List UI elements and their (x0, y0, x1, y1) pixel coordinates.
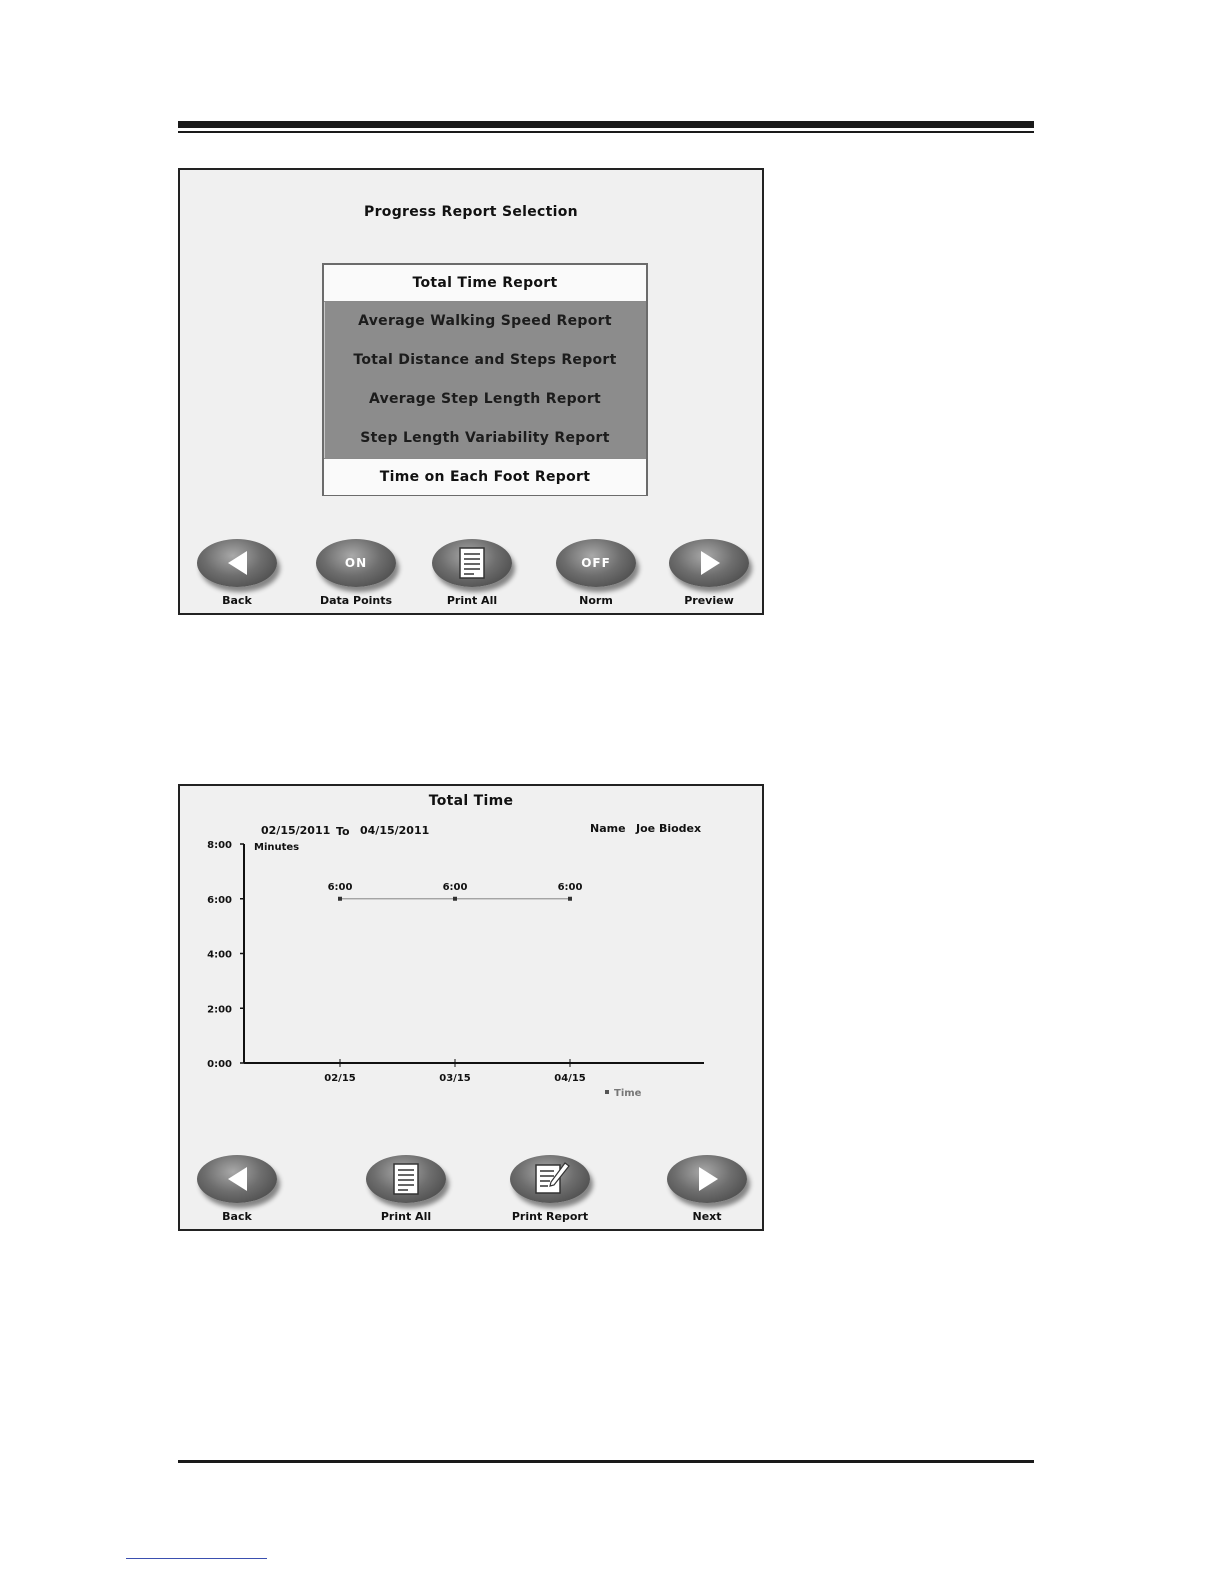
data-points-label: Data Points (319, 594, 393, 607)
back-button[interactable] (197, 539, 277, 587)
print-report-button-group (500, 1155, 600, 1223)
date-from: 02/15/2011 (261, 824, 331, 837)
norm-button-group (546, 539, 646, 607)
footer-link-underline (126, 1558, 267, 1559)
print-all-button-group (356, 1155, 456, 1223)
legend-marker (605, 1090, 609, 1094)
report-item-total-distance-steps[interactable]: Total Distance and Steps Report (353, 352, 617, 368)
name-value: Joe Biodex (636, 822, 702, 835)
y-axis-label: Minutes (254, 842, 300, 853)
norm-toggle[interactable] (556, 539, 636, 587)
data-point (338, 897, 342, 901)
x-tick-label: 04/15 (554, 1073, 586, 1084)
norm-label: Norm (579, 594, 613, 607)
date-to-label: To (336, 825, 350, 838)
y-tick-label: 4:00 (207, 949, 232, 961)
report-item-total-time[interactable]: Total Time Report (324, 265, 646, 302)
print-report-button[interactable] (510, 1155, 590, 1203)
x-tick-label: 03/15 (439, 1073, 471, 1084)
print-all-label: Print All (380, 1210, 432, 1223)
print-report-label: Print Report (511, 1210, 589, 1223)
print-all-label: Print All (446, 594, 498, 607)
page-title: Progress Report Selection (364, 204, 578, 220)
header-rule (178, 121, 1034, 128)
next-button-group (657, 1155, 757, 1223)
report-list (322, 263, 648, 496)
back-button-group (187, 539, 287, 607)
preview-button-group (659, 539, 759, 607)
data-points-button-group (306, 539, 406, 607)
report-item-step-length-variability[interactable]: Step Length Variability Report (360, 430, 610, 446)
footer-rule (178, 1460, 1034, 1463)
y-tick-label: 8:00 (207, 840, 232, 851)
progress-report-selection-screen (178, 168, 764, 615)
back-button-group (187, 1155, 287, 1223)
back-label: Back (222, 1210, 252, 1223)
data-points-toggle[interactable] (316, 539, 396, 587)
back-label: Back (222, 594, 252, 607)
legend-label: Time (614, 1088, 642, 1099)
print-all-button-group (422, 539, 522, 607)
arrow-right-icon (667, 1155, 747, 1203)
y-tick-label: 0:00 (207, 1059, 232, 1070)
data-point (453, 897, 457, 901)
report-item-average-walking-speed[interactable]: Average Walking Speed Report (358, 313, 612, 329)
total-time-report-screen (178, 784, 764, 1231)
data-label: 6:00 (442, 881, 468, 893)
norm-state: OFF (581, 556, 611, 570)
data-label: 6:00 (327, 881, 353, 893)
arrow-left-icon (197, 1155, 277, 1203)
document-icon (366, 1155, 446, 1203)
data-label: 6:00 (557, 881, 583, 893)
data-point (568, 897, 572, 901)
chart-title: Total Time (428, 793, 514, 809)
print-all-button[interactable] (366, 1155, 446, 1203)
report-item-time-on-each-foot[interactable]: Time on Each Foot Report (324, 458, 646, 495)
y-tick-label: 2:00 (207, 1004, 232, 1016)
preview-button[interactable] (669, 539, 749, 587)
next-label: Next (692, 1210, 722, 1223)
data-points-state: ON (344, 556, 368, 570)
preview-label: Preview (684, 594, 734, 607)
y-tick-label: 6:00 (207, 894, 232, 906)
document-pen-icon (510, 1155, 590, 1203)
date-to: 04/15/2011 (360, 824, 430, 837)
total-time-chart (190, 832, 750, 1162)
name-label: Name (590, 822, 626, 835)
x-tick-label: 02/15 (324, 1073, 356, 1084)
arrow-right-icon (669, 539, 749, 587)
report-item-average-step-length[interactable]: Average Step Length Report (368, 391, 602, 407)
header-rule-thin (178, 131, 1034, 133)
next-button[interactable] (667, 1155, 747, 1203)
print-all-button[interactable] (432, 539, 512, 587)
arrow-left-icon (197, 539, 277, 587)
document-icon (432, 539, 512, 587)
back-button[interactable] (197, 1155, 277, 1203)
